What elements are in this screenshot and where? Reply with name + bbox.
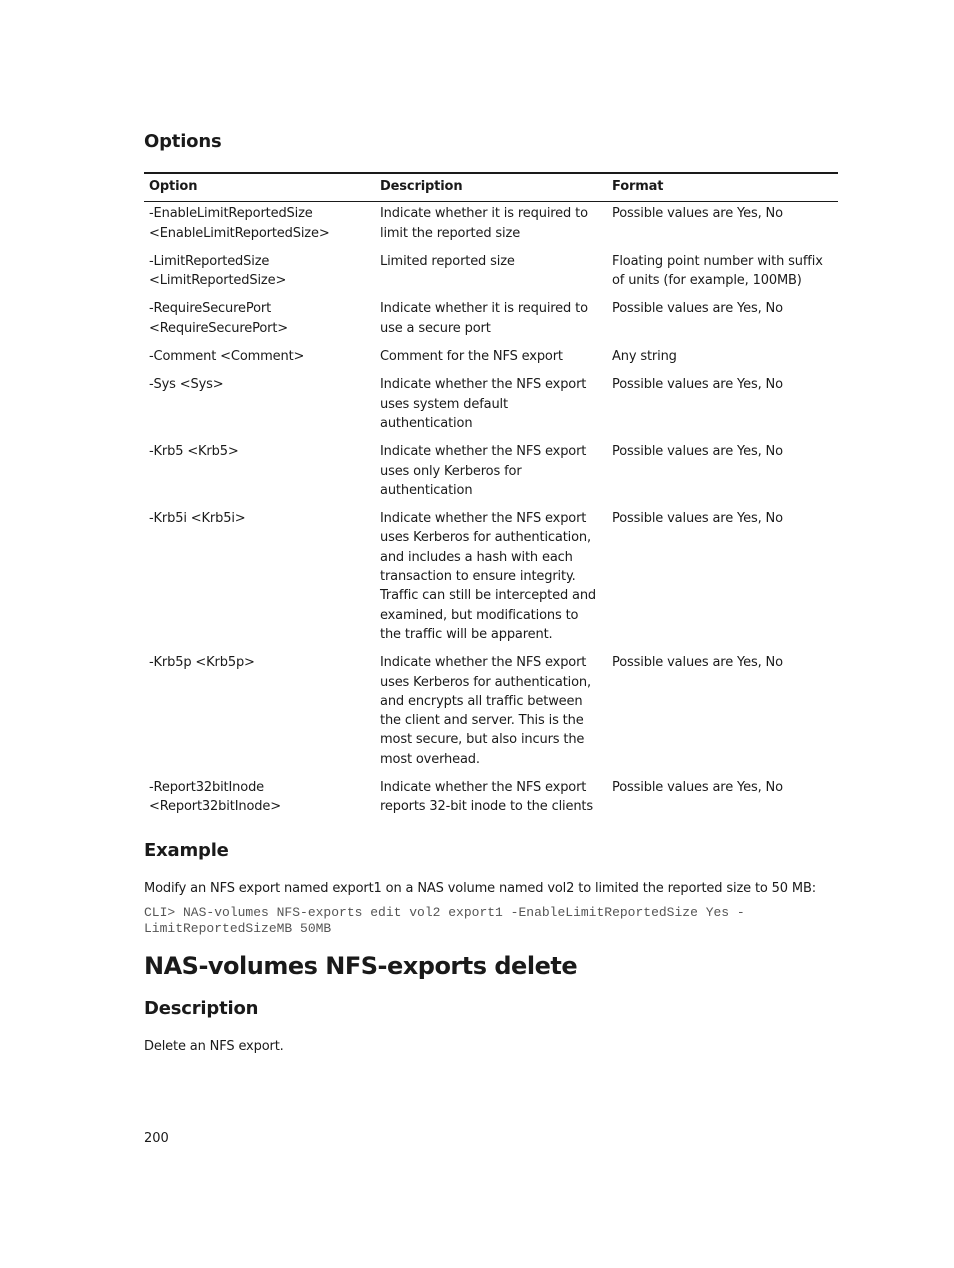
column-header-description: Description (375, 173, 607, 202)
table-row (144, 372, 838, 439)
format-cell: Any string (612, 349, 677, 365)
table-row (144, 775, 838, 823)
format-cell: Possible values are Yes, No (612, 206, 783, 222)
option-cell: -Krb5i <Krb5i> (149, 511, 246, 527)
option-cell: -Krb5 <Krb5> (149, 444, 239, 460)
options-heading: Options (144, 131, 222, 152)
table-row (144, 296, 838, 344)
format-cell: Possible values are Yes, No (612, 301, 783, 317)
example-text: Modify an NFS export named export1 on a NAS volume named vol2 to limited the reported size to 50 MB: (144, 881, 816, 896)
column-header-format: Format (607, 173, 838, 202)
format-cell: Possible values are Yes, No (612, 780, 783, 796)
option-cell: -LimitReportedSize <LimitReportedSize> (149, 253, 287, 289)
page-number: 200 (144, 1131, 169, 1146)
format-cell: Possible values are Yes, No (612, 511, 783, 527)
table-row (144, 344, 838, 372)
table-row (144, 249, 838, 297)
table-row (144, 650, 838, 775)
format-cell: Possible values are Yes, No (612, 444, 783, 460)
table-header-row (144, 173, 838, 202)
table-row (144, 202, 838, 249)
command-title: NAS-volumes NFS-exports delete (144, 952, 578, 980)
description-cell: Comment for the NFS export (380, 349, 563, 365)
format-cell: Floating point number with suffix of units (for example, 100MB) (612, 253, 823, 289)
option-cell: -Krb5p <Krb5p> (149, 655, 255, 671)
description-heading: Description (144, 998, 259, 1019)
option-cell: -RequireSecurePort <RequireSecurePort> (149, 301, 289, 336)
table-row (144, 439, 838, 506)
options-table (144, 172, 838, 823)
column-header-option: Option (144, 173, 375, 202)
description-cell: Indicate whether it is required to limit the reported size (380, 206, 588, 241)
description-cell: Indicate whether the NFS export uses system default authentication (380, 377, 587, 431)
table-row (144, 506, 838, 650)
description-text: Delete an NFS export. (144, 1039, 284, 1054)
description-cell: Indicate whether the NFS export uses Kerberos for authentication, and includes a hash with each transaction to ensure integrity. Traffic can still be intercepted and examined, but modifications to the traffic will be apparent. (380, 511, 597, 642)
description-cell: Indicate whether the NFS export reports 32-bit inode to the clients (380, 780, 594, 815)
format-cell: Possible values are Yes, No (612, 377, 783, 393)
format-cell: Possible values are Yes, No (612, 655, 783, 671)
description-cell: Limited reported size (380, 253, 515, 269)
option-cell: -Comment <Comment> (149, 349, 305, 365)
example-code: CLI> NAS-volumes NFS-exports edit vol2 export1 -EnableLimitReportedSize Yes - LimitReportedSizeMB 50MB (144, 905, 745, 936)
option-cell: -Sys <Sys> (149, 377, 224, 393)
example-heading: Example (144, 840, 229, 861)
description-cell: Indicate whether the NFS export uses Kerberos for authentication, and encrypts all traffic between the client and server. This is the most secure, but also incurs the most overhead. (380, 655, 591, 767)
option-cell: -EnableLimitReportedSize <EnableLimitReportedSize> (149, 206, 330, 241)
option-cell: -Report32bitInode <Report32bitInode> (149, 780, 281, 815)
description-cell: Indicate whether it is required to use a secure port (380, 301, 588, 336)
description-cell: Indicate whether the NFS export uses only Kerberos for authentication (380, 444, 587, 498)
